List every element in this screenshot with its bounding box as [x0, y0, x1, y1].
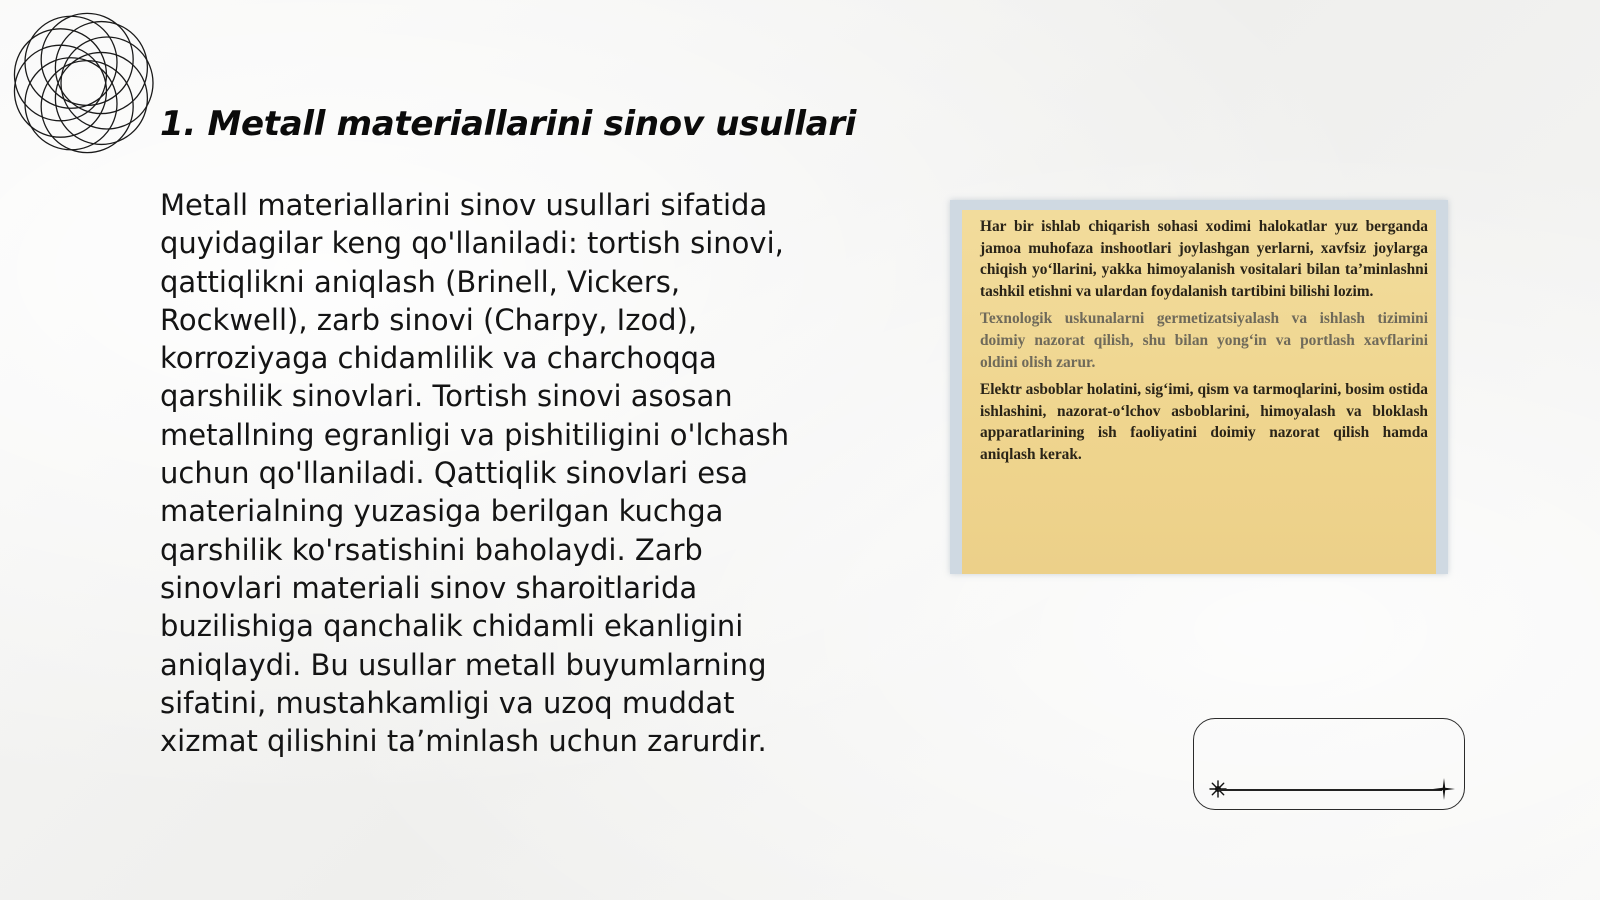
slider-track-line [1218, 789, 1442, 791]
scanned-document-page [962, 210, 1436, 574]
scan-paragraph: Har bir ishlab chiqarish sohasi xodimi halokatlar yuz berganda jamoa muhofaza inshootlari joylashgan yerlarni, xavfsiz joylarga chiqish yo‘llarini, yakka himoyalanish vositalari bilan ta’minlashni tashkil etishni va ulardan foydalanish tartibini bilishi lozim. [980, 218, 1428, 300]
logo-ring [61, 37, 153, 129]
scan-paragraph: Texnologik uskunalarni germetizatsiyalash va ishlash tizimini doimiy nazorat qilish, shu bilan yong‘in va portlash xavflarini oldini olish zarur. [980, 310, 1428, 371]
scan-paragraph: Elektr asboblar holatini, sig‘imi, qism va tarmoqlarini, bosim ostida ishlashini, nazorat-o‘lchov asboblarini, himoyalash va bloklash apparatlarining ish faoliyatini doimiy nazorat qilish hamda aniqlash kerak. [980, 381, 1428, 463]
logo-ring [41, 61, 133, 153]
spirograph-circles-logo [10, 10, 156, 156]
logo-ring [55, 52, 147, 144]
four-point-star-icon [1432, 777, 1456, 801]
logo-ring [55, 22, 147, 114]
decorative-slider-box [1193, 718, 1465, 810]
slide-title: 1. Metall materiallarini sinov usullari [160, 104, 857, 144]
slide-body-text: Metall materiallarini sinov usullari sifatida quyidagilar keng qo'llaniladi: tortish sinovi, qattiqlikni aniqlash (Brinell, Vickers, Rockwell), zarb sinovi (Charpy, Izod), korroziyaga chidamlilik va charchoqqa qarshilik sinovlari. Tortish sinovi asosan metallning egranligi va pishitiligini o'lchash uchun qo'llaniladi. Qattiqlik sinovlari esa materialning yuzasiga berilgan kuchga qarshilik ko'rsatishini baholaydi. Zarb sinovlari materiali sinov sharoitlarida buzilishiga qanchalik chidamli ekanligini aniqlaydi. Bu usullar metall buyumlarning sifatini, mustahkamligi va uzoq muddat xizmat qilishini ta’minlash uchun zarurdir. [160, 188, 790, 759]
scanned-document-image [950, 200, 1448, 574]
logo-ring [41, 13, 133, 105]
